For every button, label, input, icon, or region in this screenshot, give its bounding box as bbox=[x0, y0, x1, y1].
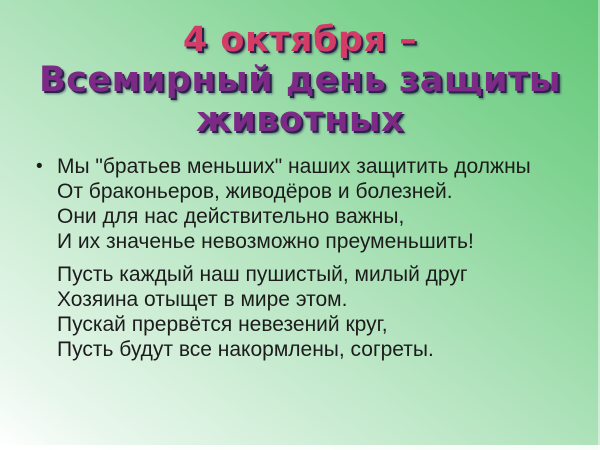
poem-line: Пускай прервётся невезений круг, bbox=[57, 313, 388, 336]
title-line-event-wrap: животных bbox=[195, 100, 405, 140]
bullet-item bbox=[36, 154, 590, 254]
bullet-marker: • bbox=[36, 156, 43, 177]
poem-line: Они для нас действительно важны, bbox=[57, 205, 405, 228]
poem-stanza-1 bbox=[57, 154, 531, 254]
poem-line: Хозяина отыщет в мире этом. bbox=[57, 288, 348, 311]
poem-body bbox=[0, 154, 600, 362]
poem-line: Пусть каждый наш пушистый, милый друг bbox=[57, 263, 468, 286]
poem-stanza-2 bbox=[57, 262, 590, 362]
poem-line: Пусть будут все накормлены, согреты. bbox=[57, 338, 434, 361]
slide-bottom-edge bbox=[0, 445, 600, 450]
poem-line: И их значенье невозможно преуменьшить! bbox=[57, 230, 474, 253]
title-line-date: 4 октября – bbox=[182, 20, 418, 60]
title-line-event: Всемирный день защиты bbox=[39, 60, 561, 100]
page-title bbox=[0, 0, 600, 140]
poem-line: От браконьеров, живодёров и болезней. bbox=[57, 180, 453, 203]
poem-line: Мы "братьев меньших" наших защитить должны bbox=[57, 155, 531, 178]
